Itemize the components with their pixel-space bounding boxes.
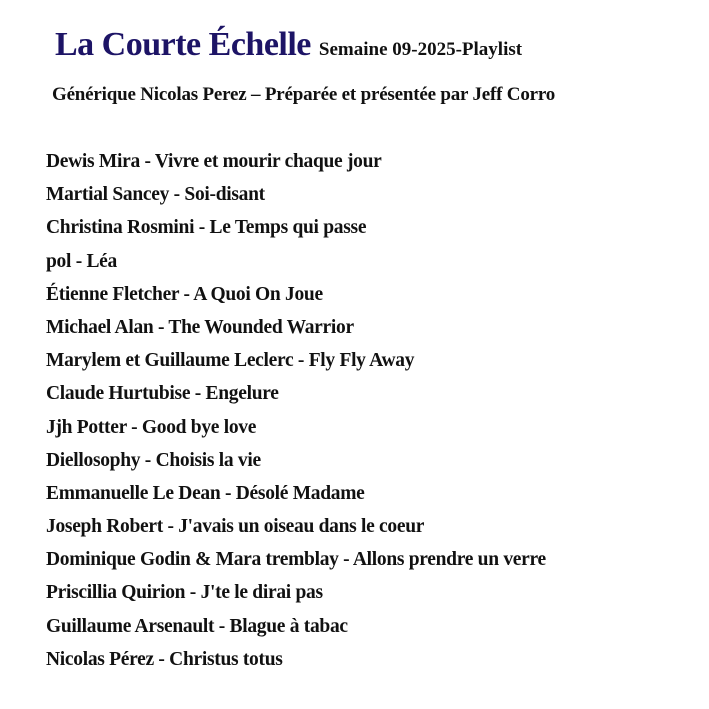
playlist-item: Dewis Mira - Vivre et mourir chaque jour [46,151,382,172]
header [55,28,699,62]
playlist-item: Dominique Godin & Mara tremblay - Allons prendre un verre [46,549,546,571]
playlist-item: Claude Hurtubise - Engelure [46,383,279,405]
playlist-item: Christina Rosmini - Le Temps qui passe [46,217,367,239]
playlist-item: Jjh Potter - Good bye love [46,416,257,438]
playlist-item: Guillaume Arsenault - Blague à tabac [46,615,348,637]
playlist-item: Marylem et Guillaume Leclerc - Fly Fly Away [46,350,415,372]
playlist-item: Priscillia Quirion - J'te le dirai pas [46,582,323,604]
playlist-item: Emmanuelle Le Dean - Désolé Madame [46,482,365,504]
credits-line: Générique Nicolas Perez – Préparée et présentée par Jeff Corro [52,84,556,105]
playlist-item: Étienne Fletcher - A Quoi On Joue [46,283,323,305]
playlist-item: Nicolas Pérez - Christus totus [46,648,283,670]
show-title: La Courte Échelle [55,26,311,63]
playlist-item: pol - Léa [46,250,117,272]
playlist-item: Diellosophy - Choisis la vie [46,449,261,471]
title-line [55,28,699,62]
playlist [46,145,546,676]
playlist-item: Martial Sancey - Soi-disant [46,184,265,206]
week-label: Semaine 09-2025-Playlist [318,39,523,60]
playlist-item: Joseph Robert - J'avais un oiseau dans le coeur [46,516,425,538]
playlist-item: Michael Alan - The Wounded Warrior [46,316,354,338]
